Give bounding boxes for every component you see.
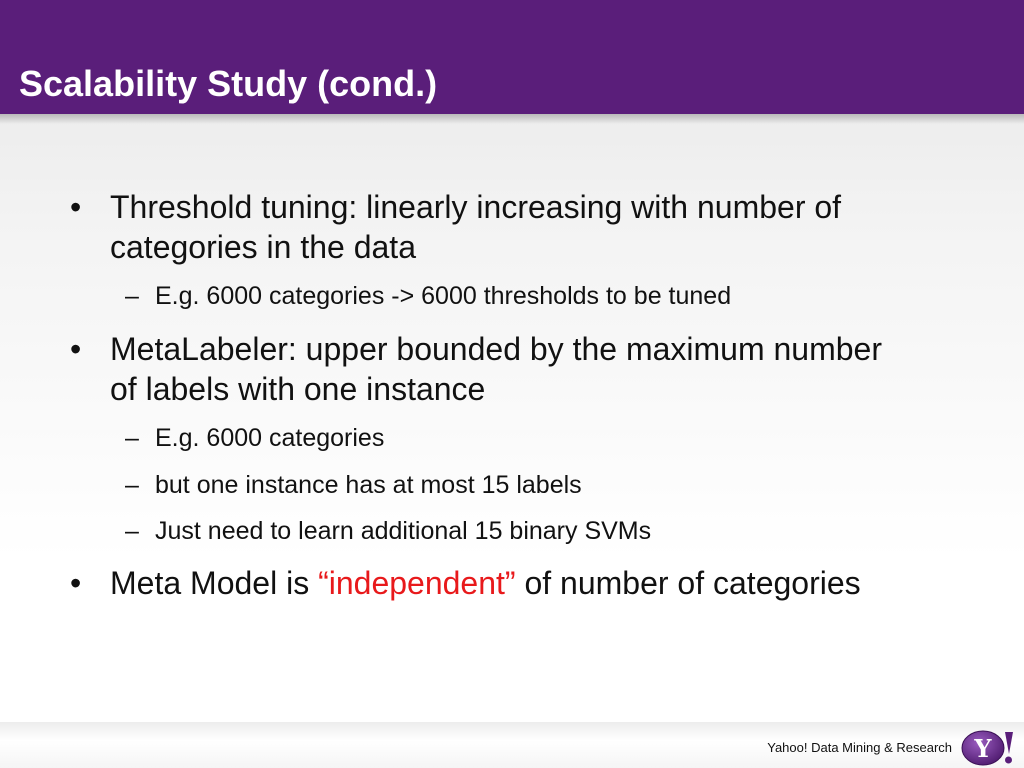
text-after: of number of categories <box>515 565 861 601</box>
yahoo-logo-icon <box>960 728 1018 768</box>
bullet-text <box>110 187 960 267</box>
text-before: Meta Model is <box>110 565 319 601</box>
bullet-marker: • <box>70 331 82 367</box>
bullet-marker: • <box>70 189 82 225</box>
sub-bullet-text: but one instance has at most 15 labels <box>155 471 582 499</box>
logo-letter: Y <box>974 734 992 763</box>
sub-bullet-text: E.g. 6000 categories <box>155 424 385 452</box>
bullet-line: of labels with one instance <box>110 371 486 407</box>
bullet-line: categories in the data <box>110 229 416 265</box>
bullet-line: MetaLabeler: upper bounded by the maximum number <box>110 331 882 367</box>
highlight-independent: “independent” <box>318 565 516 601</box>
bullet-line <box>110 563 960 603</box>
header-shadow <box>0 114 1024 124</box>
bullet-marker: • <box>70 565 82 601</box>
bullet-text <box>110 329 960 409</box>
dash-marker: – <box>125 282 139 310</box>
bullet-line: Threshold tuning: linearly increasing with number of <box>110 189 842 225</box>
slide-title: Scalability Study (cond.) <box>19 63 438 104</box>
sub-bullet-text: Just need to learn additional 15 binary SVMs <box>155 517 652 545</box>
dash-marker: – <box>125 471 139 499</box>
bullet-text <box>110 563 960 603</box>
dash-marker: – <box>125 424 139 452</box>
footer-text: Yahoo! Data Mining & Research <box>767 740 952 755</box>
sub-bullet-text: E.g. 6000 categories -> 6000 thresholds to be tuned <box>155 282 732 310</box>
dash-marker: – <box>125 517 139 545</box>
